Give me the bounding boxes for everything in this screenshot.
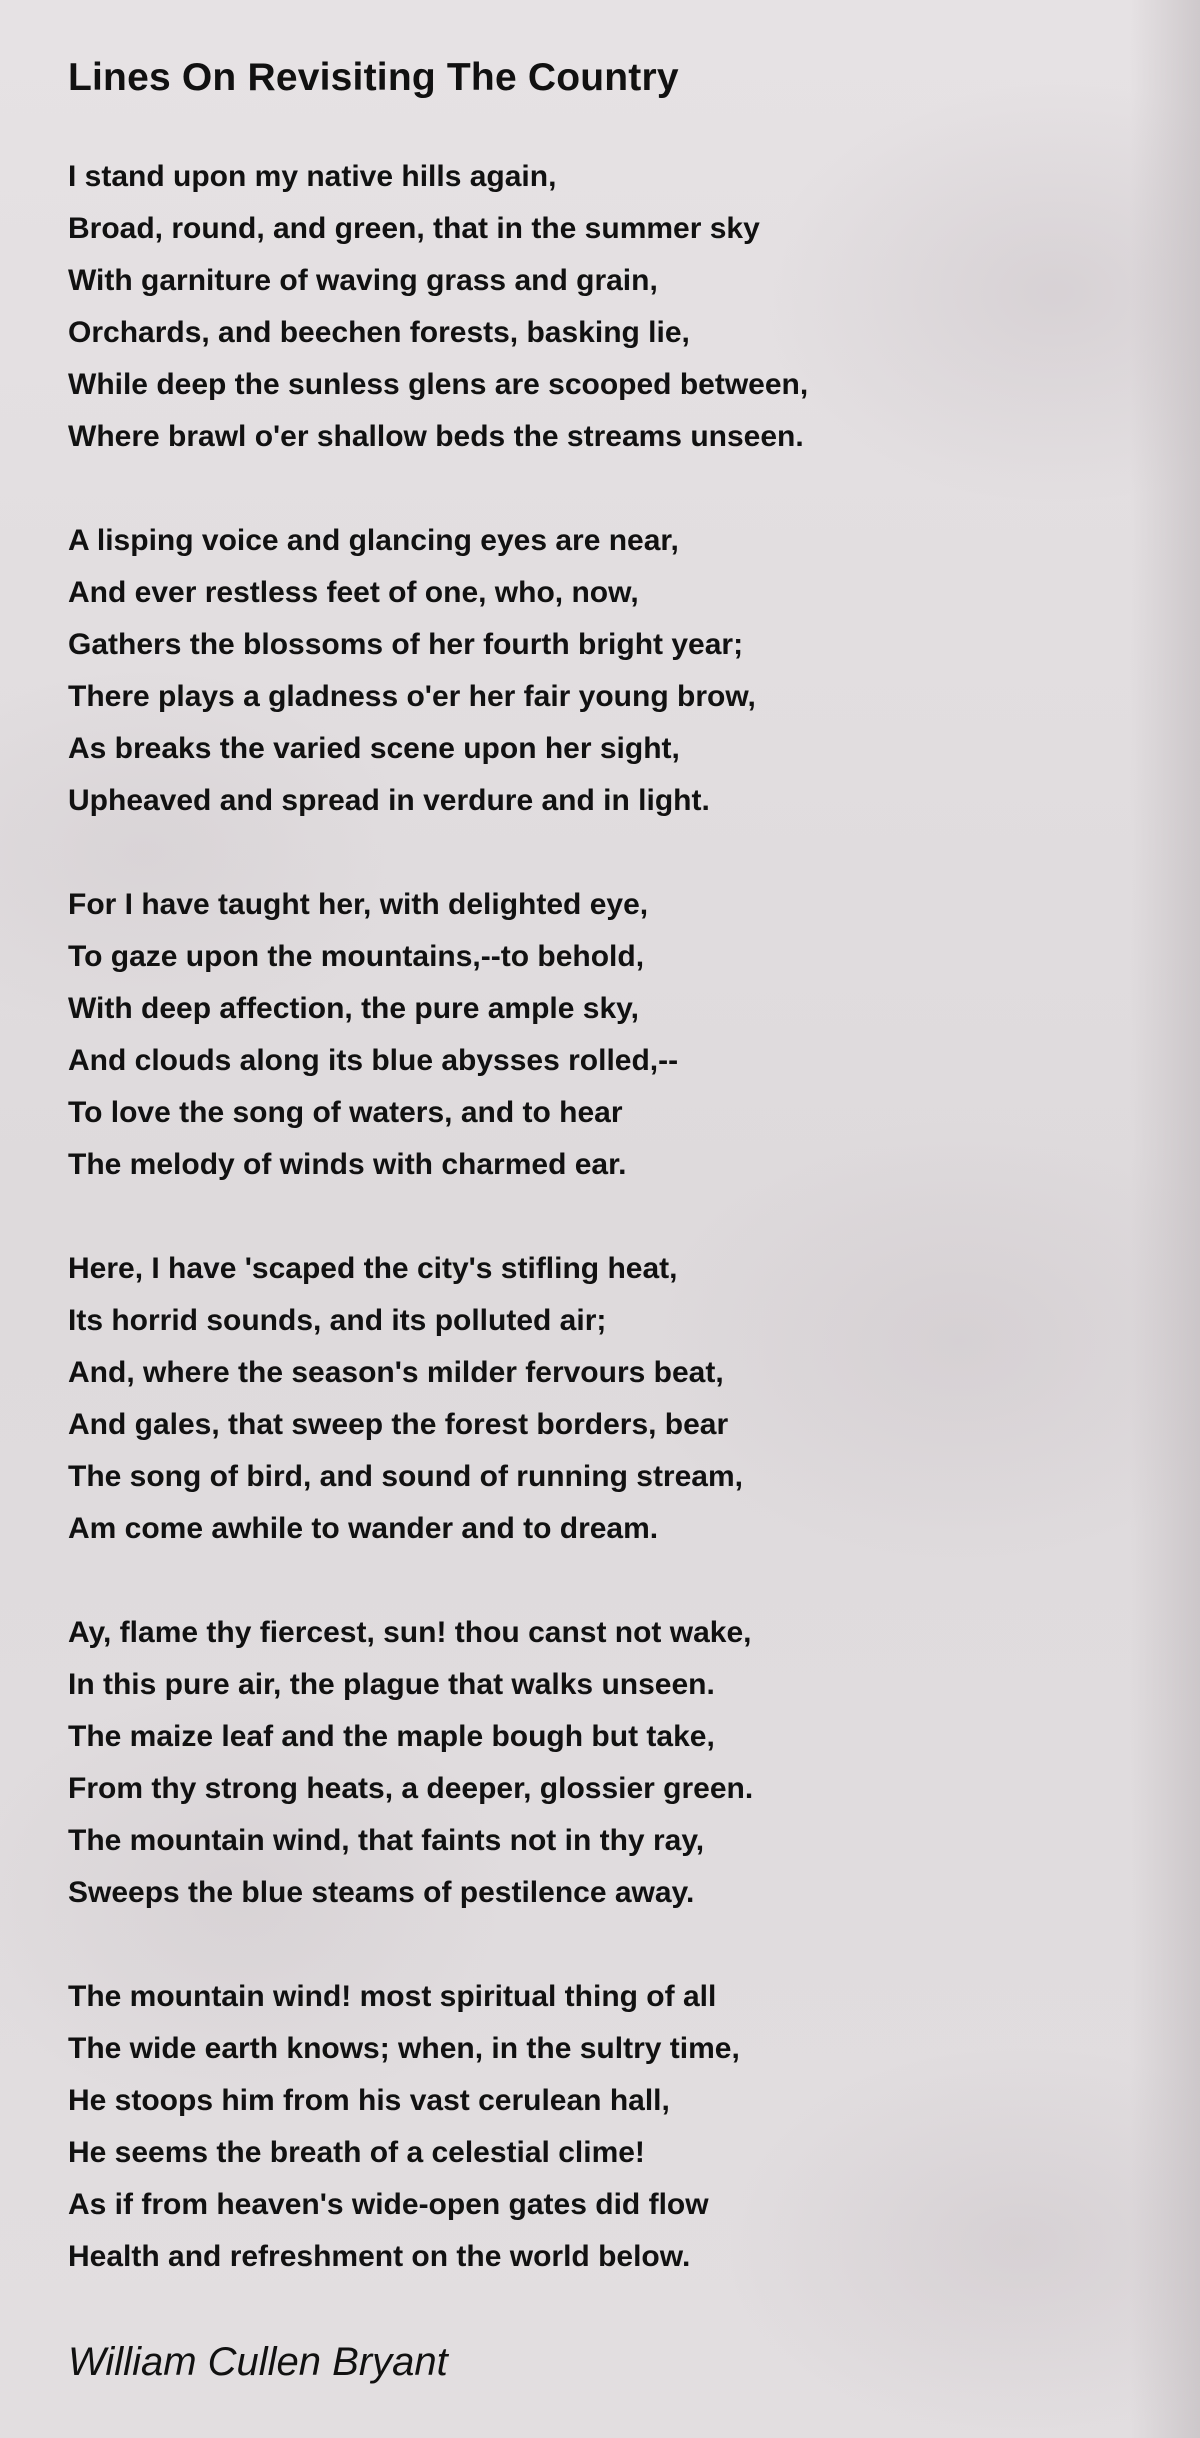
poem-line: He stoops him from his vast cerulean hall, xyxy=(68,2084,670,2117)
poem-line: Health and refreshment on the world below. xyxy=(68,2240,691,2273)
poem-line: And, where the season's milder fervours beat, xyxy=(68,1356,724,1389)
poem-author: William Cullen Bryant xyxy=(68,2340,448,2384)
poem-line: And ever restless feet of one, who, now, xyxy=(68,576,639,609)
poem-line: The mountain wind, that faints not in thy ray, xyxy=(68,1824,705,1857)
poem-line: And clouds along its blue abysses rolled,-- xyxy=(68,1044,679,1077)
stanza-1 xyxy=(68,151,1128,463)
stanza-3 xyxy=(68,879,1128,1191)
poem-line: Upheaved and spread in verdure and in light. xyxy=(68,784,710,817)
poem-line: The maize leaf and the maple bough but take, xyxy=(68,1720,715,1753)
stanza-2 xyxy=(68,515,1128,827)
stanza-5 xyxy=(68,1607,1128,1919)
poem-line: He seems the breath of a celestial clime! xyxy=(68,2136,645,2169)
poem-line: A lisping voice and glancing eyes are near, xyxy=(68,524,679,557)
poem-line: With garniture of waving grass and grain, xyxy=(68,264,658,297)
poem-line: With deep affection, the pure ample sky, xyxy=(68,992,639,1025)
poem-line: The mountain wind! most spiritual thing of all xyxy=(68,1980,717,2013)
poem-line: There plays a gladness o'er her fair young brow, xyxy=(68,680,756,713)
poem-line: Gathers the blossoms of her fourth bright year; xyxy=(68,628,744,661)
stanza-6 xyxy=(68,1971,1128,2283)
poem-line: Am come awhile to wander and to dream. xyxy=(68,1512,659,1545)
poem-line: And gales, that sweep the forest borders, bear xyxy=(68,1408,729,1441)
poem-line: The song of bird, and sound of running stream, xyxy=(68,1460,743,1493)
poem-body xyxy=(68,151,1128,2283)
poem-line: In this pure air, the plague that walks unseen. xyxy=(68,1668,715,1701)
background-edge-shade xyxy=(1130,0,1200,2438)
poem-line: As if from heaven's wide-open gates did flow xyxy=(68,2188,709,2221)
stanza-4 xyxy=(68,1243,1128,1555)
poem-line: As breaks the varied scene upon her sight, xyxy=(68,732,680,765)
poem-line: To love the song of waters, and to hear xyxy=(68,1096,623,1129)
poem-title: Lines On Revisiting The Country xyxy=(68,56,679,99)
poem-page xyxy=(68,52,1128,2335)
poem-line: Here, I have 'scaped the city's stifling heat, xyxy=(68,1252,678,1285)
poem-line: From thy strong heats, a deeper, glossier green. xyxy=(68,1772,754,1805)
poem-line: Orchards, and beechen forests, basking lie, xyxy=(68,316,690,349)
poem-line: Ay, flame thy fiercest, sun! thou canst not wake, xyxy=(68,1616,752,1649)
poem-line: Sweeps the blue steams of pestilence away. xyxy=(68,1876,695,1909)
poem-line: For I have taught her, with delighted eye, xyxy=(68,888,649,921)
poem-line: I stand upon my native hills again, xyxy=(68,160,557,193)
poem-line: Where brawl o'er shallow beds the streams unseen. xyxy=(68,420,804,453)
poem-line: The melody of winds with charmed ear. xyxy=(68,1148,627,1181)
poem-line: To gaze upon the mountains,--to behold, xyxy=(68,940,645,973)
poem-line: Its horrid sounds, and its polluted air; xyxy=(68,1304,607,1337)
poem-line: Broad, round, and green, that in the summer sky xyxy=(68,212,760,245)
poem-line: While deep the sunless glens are scooped between, xyxy=(68,368,809,401)
poem-line: The wide earth knows; when, in the sultry time, xyxy=(68,2032,740,2065)
